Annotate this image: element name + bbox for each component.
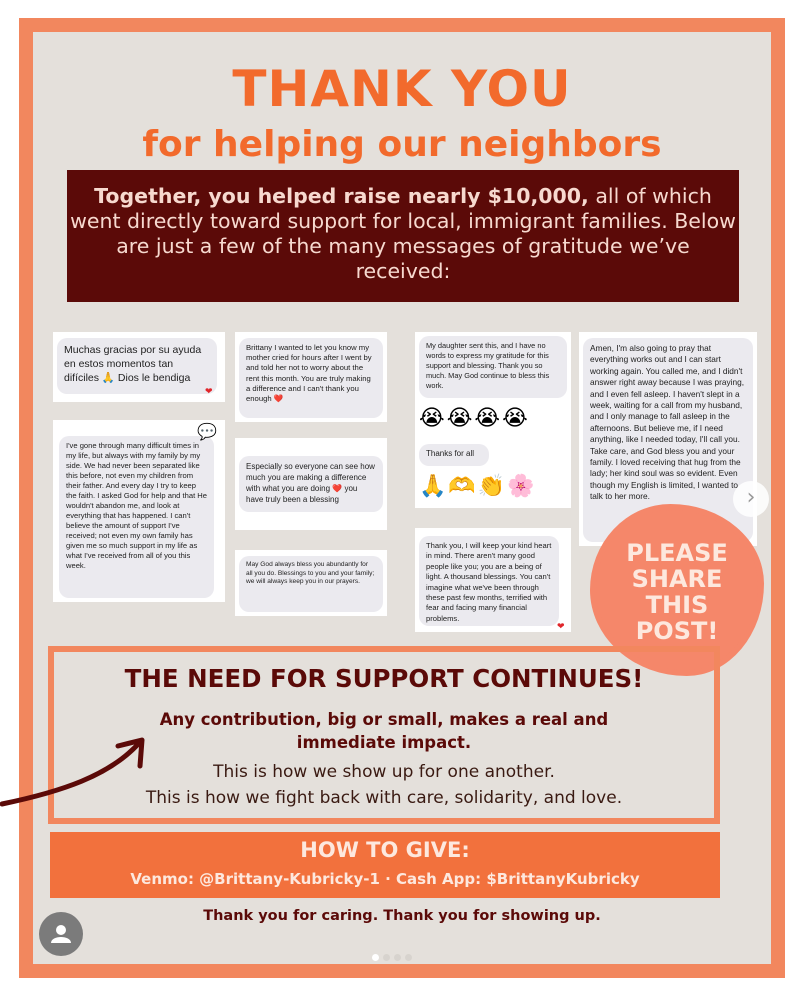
closing-text: Thank you for caring. Thank you for showing up.: [203, 908, 601, 924]
carousel-dot[interactable]: [383, 954, 390, 961]
crying-emoji-row: 😭😭😭😭: [419, 406, 530, 431]
message-bubble: Especially so everyone can see how much you are making a difference with what you are doing ❤️ you have truly been a blessing: [239, 456, 383, 512]
need-line-1: This is how we show up for one another.: [213, 762, 555, 782]
screenshot-6: [415, 332, 571, 508]
hand-drawn-arrow-icon: [0, 720, 160, 820]
poster: [33, 32, 771, 964]
screenshot-2: [53, 420, 225, 602]
gratitude-emoji-row: 🙏🫶👏🌸: [419, 474, 537, 499]
person-icon: [39, 912, 83, 956]
screenshot-7: [415, 528, 571, 632]
share-line: PLEASE: [626, 539, 728, 567]
screenshot-1: [53, 332, 225, 402]
need-title: THE NEED FOR SUPPORT CONTINUES!: [124, 664, 644, 693]
user-avatar-icon[interactable]: [39, 912, 83, 956]
message-bubble: Thank you, I will keep your kind heart in mind. There aren't many good people like you; you are a being of light. A thousand blessings. You can't imagine what we've been through these past few months, terrified with fear and facing many financial problems.: [419, 536, 559, 626]
intro-box: [67, 170, 739, 302]
intro-text: all of which went directly toward support for local, immigrant families. Below are just a few of the many messages of gratitude we’ve received:: [70, 184, 736, 283]
screenshot-3: [235, 332, 387, 422]
share-text: [596, 540, 758, 644]
poster-subtitle: for helping our neighbors: [142, 124, 662, 165]
share-line: POST!: [635, 617, 719, 645]
message-bubble: Brittany I wanted to let you know my mother cried for hours after I went by and told her not to worry about the rent this month. You are truly making a difference and I can't thank you enough ❤️: [239, 338, 383, 418]
screenshot-4: [235, 438, 387, 530]
message-bubble: Muchas gracias por su ayuda en estos momentos tan difíciles 🙏 Dios le bendiga: [57, 338, 217, 394]
share-line: THIS: [645, 591, 709, 619]
message-bubble: Thanks for all: [419, 444, 489, 466]
poster-title: THANK YOU: [232, 60, 572, 118]
carousel-dots: [372, 946, 416, 965]
intro-bold: Together, you helped raise nearly $10,000,: [94, 184, 589, 208]
share-line: SHARE: [631, 565, 723, 593]
heart-icon: ❤: [205, 387, 213, 397]
payment-handles: Venmo: @Brittany-Kubricky-1 · Cash App: $BrittanyKubricky: [130, 870, 640, 888]
chevron-right-icon: ›: [746, 485, 756, 510]
message-bubble: My daughter sent this, and I have no words to express my gratitude for this support and blessing. Thank you so much. May God continue to bless this work.: [419, 336, 567, 398]
how-to-give-box: [50, 832, 720, 898]
screenshot-5: [235, 550, 387, 616]
next-slide-button[interactable]: [733, 481, 769, 517]
message-bubble: Amen, I'm also going to pray that everything works out and I can start working again. You called me, and I didn't answer right away because I was praying, and I even fell asleep. I haven't slept in a week, waiting for a call from my husband, and I only manage to fall asleep in the afternoons. But believe me, if I need anything, like I needed today, I'll call you. Take care, and God bless you and your family. I loved receiving that hug from the lady; her kind soul was so evident. Even though my English is limited, I wanted to talk to her more.: [583, 338, 753, 542]
carousel-dot[interactable]: [372, 954, 379, 961]
message-bubble: I've gone through many difficult times in my life, but always with my family by my side. We had never been separated like this before, not even my children from their father. And every day I try to keep the faith. I asked God for help and that He wouldn't abandon me, and look at everything that has happened. I can't believe the amount of support I've received; not even my own family has given me so much support in my life as what I've received from all of you this week.: [59, 436, 214, 598]
carousel-dot[interactable]: [394, 954, 401, 961]
need-bold-text: Any contribution, big or small, makes a real and immediate impact.: [159, 710, 609, 752]
carousel-dot[interactable]: [405, 954, 412, 961]
need-line-2: This is how we fight back with care, solidarity, and love.: [145, 788, 623, 808]
how-to-give-title: HOW TO GIVE:: [300, 838, 470, 862]
heart-bubble-icon: 💬: [197, 422, 217, 441]
heart-icon: ❤: [557, 622, 565, 632]
message-bubble: May God always bless you abundantly for all you do. Blessings to you and your family; we will always keep you in our prayers.: [239, 556, 383, 612]
